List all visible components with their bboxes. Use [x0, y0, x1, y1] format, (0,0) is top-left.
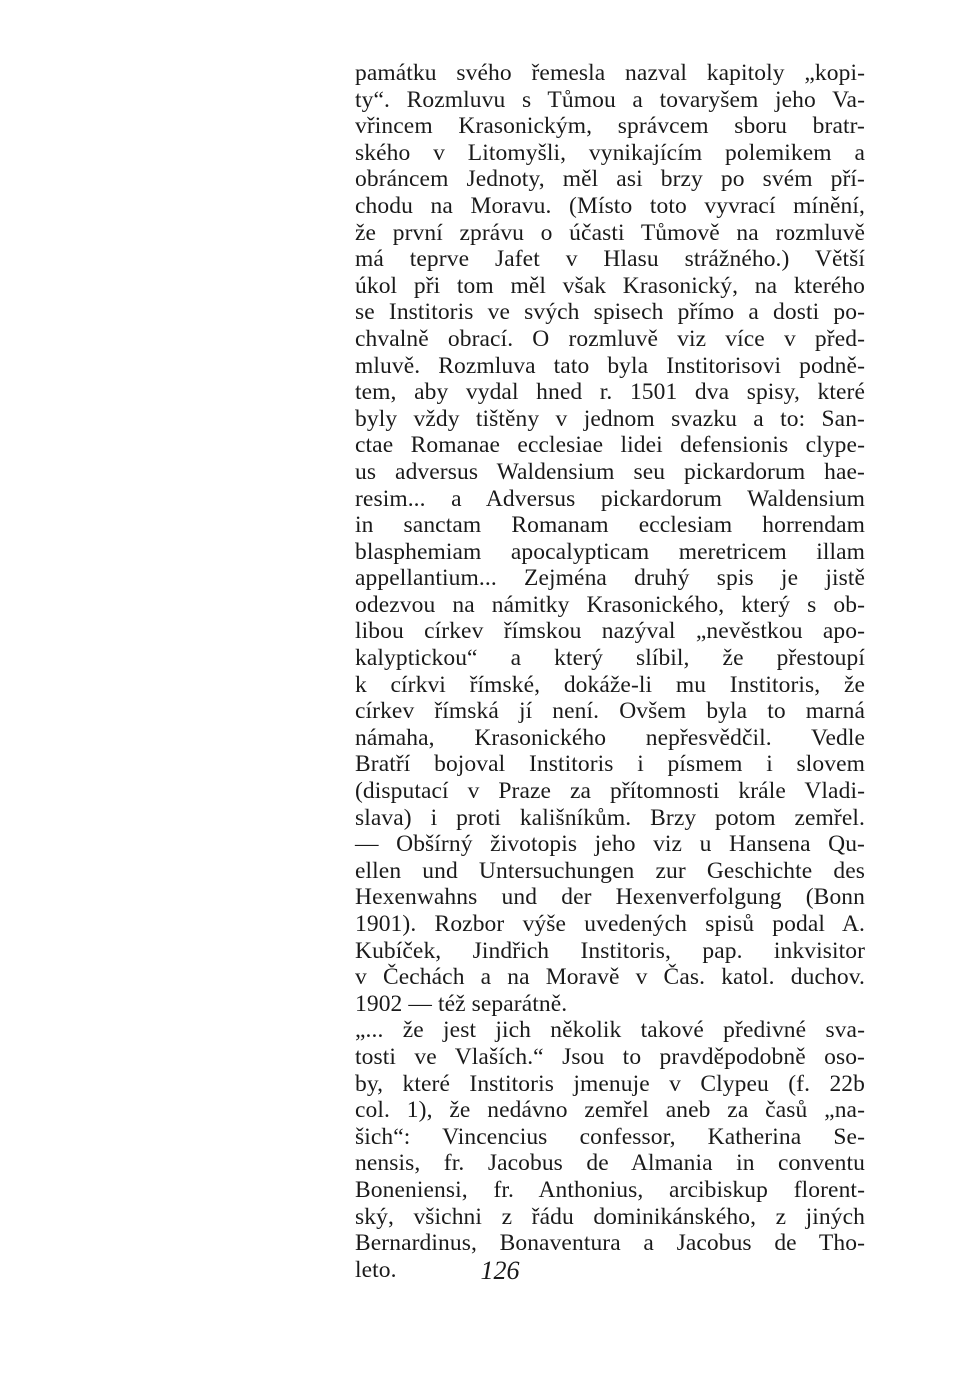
text-line: úkol při tom měl však Krasonický, na kterého: [355, 272, 865, 299]
text-line: mluvě. Rozmluva tato byla Institorisovi podně-: [355, 352, 865, 379]
text-line: chodu na Moravu. (Místo toto vyvrací mínění,: [355, 192, 865, 219]
text-line: šich“: Vincencius confessor, Katherina Se-: [355, 1123, 865, 1150]
text-line: církev římská jí není. Ovšem byla to marná: [355, 698, 865, 725]
text-line: 1902 — též separátně.: [355, 990, 568, 1017]
text-line: col. 1), že nedávno zemřel aneb za časů „na-: [355, 1097, 865, 1124]
text-line: památku svého řemesla nazval kapitoly „kopi-: [355, 60, 865, 86]
text-line: ského v Litomyšli, vynikajícím polemikem a: [355, 139, 865, 166]
text-line: že první zprávu o účasti Tůmově na rozmluvě: [355, 219, 865, 246]
text-line: nensis, fr. Jacobus de Almania in conventu: [355, 1150, 865, 1177]
text-line: ellen und Untersuchungen zur Geschichte des: [355, 857, 865, 884]
text-line: by, které Institoris jmenuje v Clypeu (f. 22b: [355, 1070, 865, 1097]
text-line: Kubíček, Jindřich Institoris, pap. inkvisitor: [355, 937, 865, 964]
text-line: v Čechách a na Moravě v Čas. katol. duchov.: [355, 964, 865, 991]
page-number: 126: [480, 1256, 520, 1285]
text-line: kalyptickou“ a který slíbil, že přestoupí: [355, 645, 865, 672]
text-line: námaha, Krasonického nepřesvědčil. Vedle: [355, 724, 865, 751]
text-line: resim... a Adversus pickardorum Waldensium: [355, 485, 865, 512]
body-text: [355, 60, 865, 1283]
text-line: — Obšírný životopis jeho viz u Hansena Qu-: [355, 831, 865, 858]
text-line: Boneniensi, fr. Anthonius, arcibiskup florent-: [355, 1176, 865, 1203]
text-line: Bernardinus, Bonaventura a Jacobus de Tho-: [355, 1230, 865, 1257]
text-line: chvalně obrací. O rozmluvě viz více v před-: [355, 325, 865, 352]
text-line: blasphemiam apocalypticam meretricem illam: [355, 538, 865, 565]
text-line: appellantium... Zejména druhý spis je jistě: [355, 565, 865, 592]
text-line: ský, všichni z řádu dominikánského, z jiných: [355, 1203, 865, 1230]
text-line: tosti ve Vlaších.“ Jsou to pravděpodobně oso-: [355, 1043, 865, 1070]
text-line: byly vždy tištěny v jednom svazku a to: San-: [355, 405, 865, 432]
text-line: ctae Romanae ecclesiae lidei defensionis clype-: [355, 432, 865, 459]
text-line: má teprve Jafet v Hlasu strážného.) Větší: [355, 246, 865, 273]
text-line: libou církev římskou nazýval „nevěstkou apo-: [355, 618, 865, 645]
text-line: k církvi římské, dokáže-li mu Institoris, že: [355, 671, 865, 698]
text-line: odezvou na námitky Krasonického, který s ob-: [355, 591, 865, 618]
text-line: us adversus Waldensium seu pickardorum hae-: [355, 458, 865, 485]
text-line: tem, aby vydal hned r. 1501 dva spisy, které: [355, 379, 865, 406]
text-line: slava) i proti kališníkům. Brzy potom zemřel.: [355, 804, 865, 831]
text-line: (disputací v Praze za přítomnosti krále Vladi-: [355, 778, 865, 805]
text-line: Hexenwahns und der Hexenverfolgung (Bonn: [355, 884, 865, 911]
text-line: vřincem Krasonickým, správcem sboru bratr-: [355, 113, 865, 140]
text-line: Bratří bojoval Institoris i písmem i slovem: [355, 751, 865, 778]
text-line: leto.: [355, 1256, 397, 1283]
text-line: se Institoris ve svých spisech přímo a dosti po-: [355, 299, 865, 326]
text-line: „... že jest jich několik takové předivné sva-: [355, 1017, 865, 1044]
text-line: ty“. Rozmluvu s Tůmou a tovaryšem jeho Va-: [355, 86, 865, 113]
text-line: in sanctam Romanam ecclesiam horrendam: [355, 512, 865, 539]
text-line: 1901). Rozbor výše uvedených spisů podal A.: [355, 911, 865, 937]
text-line: obráncem Jednoty, měl asi brzy po svém pří-: [355, 166, 865, 193]
